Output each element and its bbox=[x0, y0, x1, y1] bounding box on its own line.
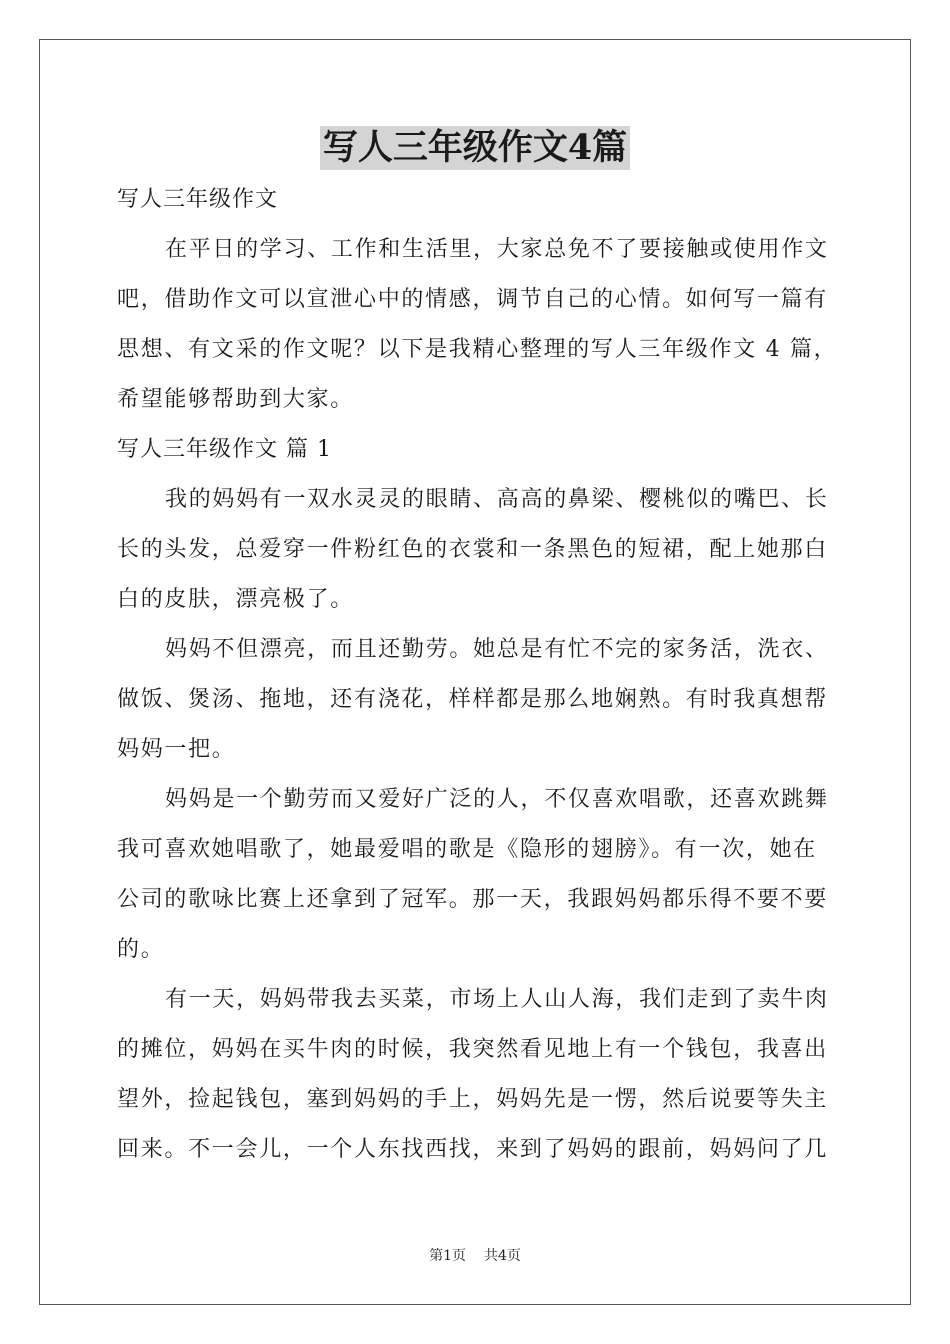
page-total: 共4页 bbox=[484, 1248, 521, 1264]
text-line: 吧，借助作文可以宣泄心中的情感，调节自己的心情。如何写一篇有 bbox=[117, 287, 829, 312]
page-footer bbox=[0, 1246, 950, 1266]
text-line: 我可喜欢她唱歌了，她最爱唱的歌是《隐形的翅膀》。有一次，她在 bbox=[117, 837, 818, 862]
text-line: 望外，捡起钱包，塞到妈妈的手上，妈妈先是一愣，然后说要等失主 bbox=[117, 1087, 829, 1112]
text-line: 思想、有文采的作文呢？以下是我精心整理的写人三年级作文 4 篇， bbox=[117, 337, 838, 362]
text-line: 做饭、煲汤、拖地，还有浇花，样样都是那么地娴熟。有时我真想帮 bbox=[117, 687, 829, 712]
text-line: 我的妈妈有一双水灵灵的眼睛、高高的鼻梁、樱桃似的嘴巴、长 bbox=[165, 487, 829, 512]
page-number: 第1页 bbox=[429, 1248, 466, 1264]
text-line: 白的皮肤，漂亮极了。 bbox=[117, 587, 355, 612]
document-body bbox=[117, 175, 837, 1175]
text-line: 有一天，妈妈带我去买菜，市场上人山人海，我们走到了卖牛肉 bbox=[165, 987, 829, 1012]
text-line: 希望能够帮助到大家。 bbox=[117, 387, 355, 412]
section-heading: 写人三年级作文 篇 1 bbox=[117, 437, 332, 462]
text-line: 公司的歌咏比赛上还拿到了冠军。那一天，我跟妈妈都乐得不要不要 bbox=[117, 887, 829, 912]
text-line: 妈妈不但漂亮，而且还勤劳。她总是有忙不完的家务活，洗衣、 bbox=[165, 637, 829, 662]
title-container bbox=[0, 126, 950, 170]
document-title: 写人三年级作文4篇 bbox=[320, 126, 630, 170]
text-line: 的。 bbox=[117, 937, 165, 962]
text-line: 妈妈一把。 bbox=[117, 737, 236, 762]
text-line: 妈妈是一个勤劳而又爱好广泛的人，不仅喜欢唱歌，还喜欢跳舞 bbox=[165, 787, 829, 812]
text-line: 在平日的学习、工作和生活里，大家总免不了要接触或使用作文 bbox=[165, 237, 829, 262]
text-line: 长的头发，总爱穿一件粉红色的衣裳和一条黑色的短裙，配上她那白 bbox=[117, 537, 829, 562]
text-line: 的摊位，妈妈在买牛肉的时候，我突然看见地上有一个钱包，我喜出 bbox=[117, 1037, 829, 1062]
text-line: 回来。不一会儿，一个人东找西找，来到了妈妈的跟前，妈妈问了几 bbox=[117, 1137, 829, 1162]
section-heading: 写人三年级作文 bbox=[117, 187, 279, 212]
